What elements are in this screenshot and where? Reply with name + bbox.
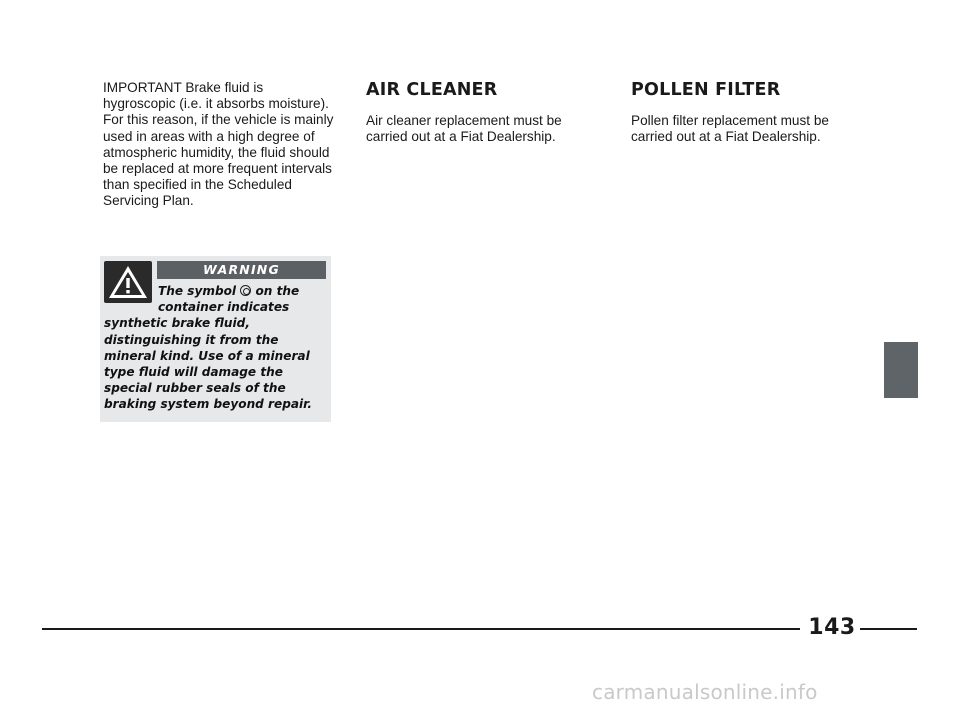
warning-text	[104, 283, 326, 413]
warning-box	[100, 256, 331, 422]
footer-rule-right	[860, 628, 917, 630]
warning-text-part1: The symbol	[158, 284, 241, 298]
section-tab-marker	[884, 342, 918, 398]
pollen-filter-heading: POLLEN FILTER	[631, 80, 781, 100]
synthetic-fluid-symbol-icon	[240, 285, 251, 296]
column-right	[631, 80, 863, 145]
warning-text-part2: on the container indicates synthetic brake fluid, distinguishing it from the mineral kind. Use of a mineral type fluid will damage the special rubber seals of the braking system beyond repair.	[104, 284, 313, 412]
warning-label: WARNING	[157, 261, 326, 279]
pollen-filter-text: Pollen filter replacement must be carried out at a Fiat Dealership.	[631, 113, 829, 145]
watermark: carmanualsonline.info	[592, 680, 818, 704]
air-cleaner-heading: AIR CLEANER	[366, 80, 498, 100]
footer-rule-left	[42, 628, 800, 630]
column-left	[103, 80, 335, 210]
page-number: 143	[808, 615, 856, 640]
important-note: IMPORTANT Brake fluid is hygroscopic (i.e. it absorbs moisture). For this reason, if the vehicle is mainly used in areas with a high degree of atmospheric humidity, the fluid should be replaced at more frequent intervals than specified in the Scheduled Servicing Plan.	[103, 80, 334, 209]
air-cleaner-text: Air cleaner replacement must be carried out at a Fiat Dealership.	[366, 113, 562, 145]
column-middle	[366, 80, 598, 145]
